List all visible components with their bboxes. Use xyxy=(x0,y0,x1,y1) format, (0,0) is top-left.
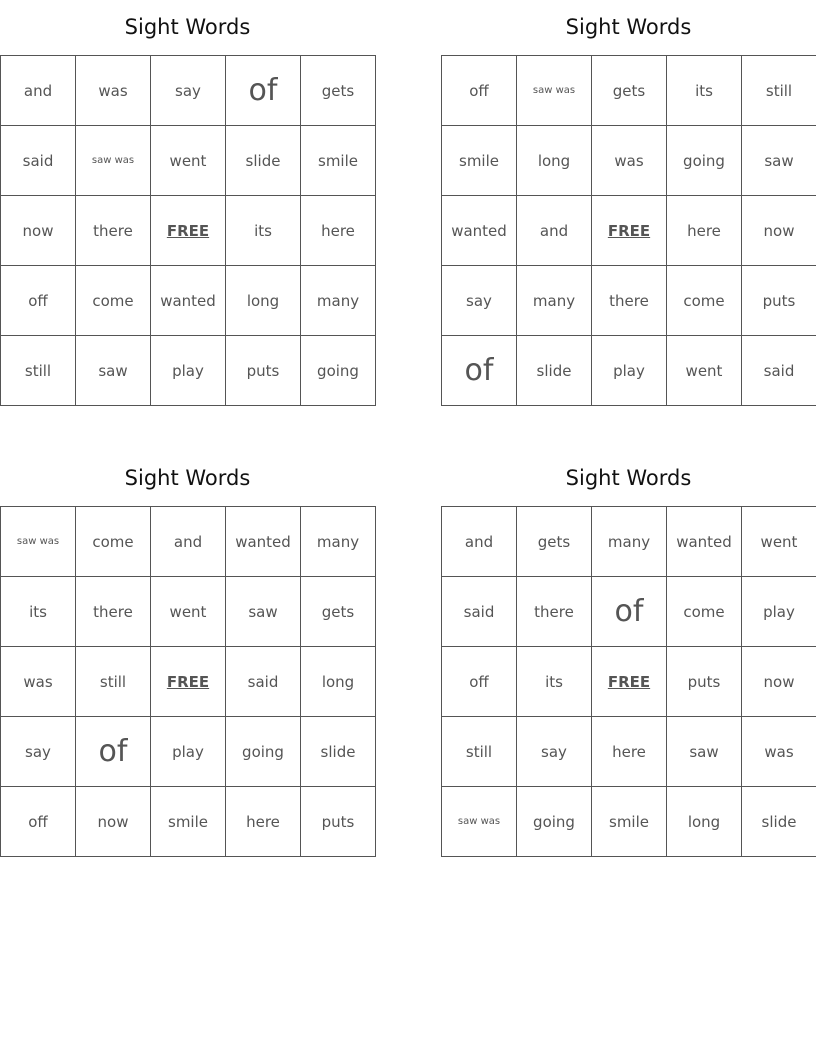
word-cell: gets xyxy=(301,577,376,647)
word-cell: come xyxy=(76,266,151,336)
word-cell: long xyxy=(301,647,376,717)
word-cell: come xyxy=(667,577,742,647)
word-cell: here xyxy=(592,717,667,787)
grid-row xyxy=(442,647,816,717)
grid-row xyxy=(1,126,376,196)
word-cell: off xyxy=(442,56,517,126)
word-cell: saw xyxy=(226,577,301,647)
word-cell: saw was xyxy=(442,787,517,857)
word-cell: there xyxy=(76,577,151,647)
word-cell: FREE xyxy=(592,196,667,266)
word-cell: gets xyxy=(517,507,592,577)
word-cell: slide xyxy=(742,787,816,857)
card-title: Sight Words xyxy=(124,15,251,39)
word-cell: was xyxy=(76,56,151,126)
word-cell: going xyxy=(301,336,376,406)
word-cell: saw xyxy=(76,336,151,406)
word-cell: gets xyxy=(301,56,376,126)
word-cell: saw was xyxy=(1,507,76,577)
word-cell: say xyxy=(1,717,76,787)
word-cell: many xyxy=(301,507,376,577)
word-cell: play xyxy=(742,577,816,647)
word-cell: puts xyxy=(667,647,742,717)
grid-row xyxy=(442,266,816,336)
word-cell: off xyxy=(1,266,76,336)
word-cell: wanted xyxy=(667,507,742,577)
bingo-grid xyxy=(0,506,376,857)
word-cell: still xyxy=(76,647,151,717)
word-cell: slide xyxy=(226,126,301,196)
word-cell: now xyxy=(1,196,76,266)
word-cell: many xyxy=(301,266,376,336)
word-cell: going xyxy=(517,787,592,857)
word-cell: many xyxy=(517,266,592,336)
word-cell: long xyxy=(226,266,301,336)
word-cell: said xyxy=(226,647,301,717)
grid-row xyxy=(442,717,816,787)
word-cell: come xyxy=(667,266,742,336)
word-cell: gets xyxy=(592,56,667,126)
word-cell: say xyxy=(442,266,517,336)
word-cell: said xyxy=(1,126,76,196)
word-cell: puts xyxy=(301,787,376,857)
word-cell: said xyxy=(742,336,816,406)
bingo-grid xyxy=(441,506,816,857)
grid-row xyxy=(1,56,376,126)
word-cell: still xyxy=(742,56,816,126)
word-cell: went xyxy=(742,507,816,577)
bingo-card-3 xyxy=(0,451,375,857)
word-cell: there xyxy=(592,266,667,336)
grid-row xyxy=(442,577,816,647)
word-cell: slide xyxy=(301,717,376,787)
grid-row xyxy=(1,507,376,577)
word-cell: wanted xyxy=(151,266,226,336)
word-cell: wanted xyxy=(226,507,301,577)
word-cell: now xyxy=(76,787,151,857)
word-cell: of xyxy=(442,336,517,406)
word-cell: was xyxy=(742,717,816,787)
word-cell: still xyxy=(1,336,76,406)
word-cell: long xyxy=(667,787,742,857)
word-cell: saw was xyxy=(76,126,151,196)
word-cell: smile xyxy=(151,787,226,857)
word-cell: now xyxy=(742,196,816,266)
word-cell: wanted xyxy=(442,196,517,266)
word-cell: FREE xyxy=(151,647,226,717)
grid-row xyxy=(442,787,816,857)
word-cell: and xyxy=(442,507,517,577)
word-cell: its xyxy=(1,577,76,647)
bingo-card-4 xyxy=(441,451,816,857)
card-title: Sight Words xyxy=(565,15,692,39)
word-cell: there xyxy=(517,577,592,647)
word-cell: and xyxy=(517,196,592,266)
word-cell: its xyxy=(226,196,301,266)
grid-row xyxy=(1,266,376,336)
word-cell: FREE xyxy=(592,647,667,717)
word-cell: here xyxy=(667,196,742,266)
word-cell: there xyxy=(76,196,151,266)
word-cell: now xyxy=(742,647,816,717)
word-cell: and xyxy=(1,56,76,126)
word-cell: going xyxy=(667,126,742,196)
word-cell: smile xyxy=(442,126,517,196)
word-cell: off xyxy=(442,647,517,717)
grid-row xyxy=(442,507,816,577)
word-cell: play xyxy=(151,336,226,406)
word-cell: of xyxy=(76,717,151,787)
word-cell: of xyxy=(226,56,301,126)
word-cell: say xyxy=(151,56,226,126)
word-cell: smile xyxy=(301,126,376,196)
grid-row xyxy=(1,647,376,717)
word-cell: play xyxy=(592,336,667,406)
grid-row xyxy=(442,336,816,406)
word-cell: its xyxy=(667,56,742,126)
word-cell: said xyxy=(442,577,517,647)
grid-row xyxy=(1,577,376,647)
word-cell: here xyxy=(301,196,376,266)
word-cell: its xyxy=(517,647,592,717)
grid-row xyxy=(1,717,376,787)
card-title: Sight Words xyxy=(124,466,251,490)
word-cell: smile xyxy=(592,787,667,857)
word-cell: and xyxy=(151,507,226,577)
word-cell: saw xyxy=(742,126,816,196)
grid-row xyxy=(1,336,376,406)
word-cell: play xyxy=(151,717,226,787)
bingo-card-1 xyxy=(0,0,375,406)
grid-row xyxy=(1,196,376,266)
word-cell: of xyxy=(592,577,667,647)
card-title: Sight Words xyxy=(565,466,692,490)
word-cell: saw xyxy=(667,717,742,787)
word-cell: still xyxy=(442,717,517,787)
word-cell: was xyxy=(592,126,667,196)
bingo-card-2 xyxy=(441,0,816,406)
word-cell: was xyxy=(1,647,76,717)
word-cell: slide xyxy=(517,336,592,406)
word-cell: many xyxy=(592,507,667,577)
grid-row xyxy=(442,126,816,196)
word-cell: went xyxy=(151,577,226,647)
word-cell: say xyxy=(517,717,592,787)
word-cell: puts xyxy=(226,336,301,406)
word-cell: saw was xyxy=(517,56,592,126)
word-cell: long xyxy=(517,126,592,196)
bingo-grid xyxy=(0,55,376,406)
word-cell: went xyxy=(151,126,226,196)
grid-row xyxy=(1,787,376,857)
word-cell: puts xyxy=(742,266,816,336)
bingo-grid xyxy=(441,55,816,406)
word-cell: here xyxy=(226,787,301,857)
grid-row xyxy=(442,196,816,266)
word-cell: went xyxy=(667,336,742,406)
word-cell: come xyxy=(76,507,151,577)
word-cell: off xyxy=(1,787,76,857)
word-cell: going xyxy=(226,717,301,787)
grid-row xyxy=(442,56,816,126)
word-cell: FREE xyxy=(151,196,226,266)
